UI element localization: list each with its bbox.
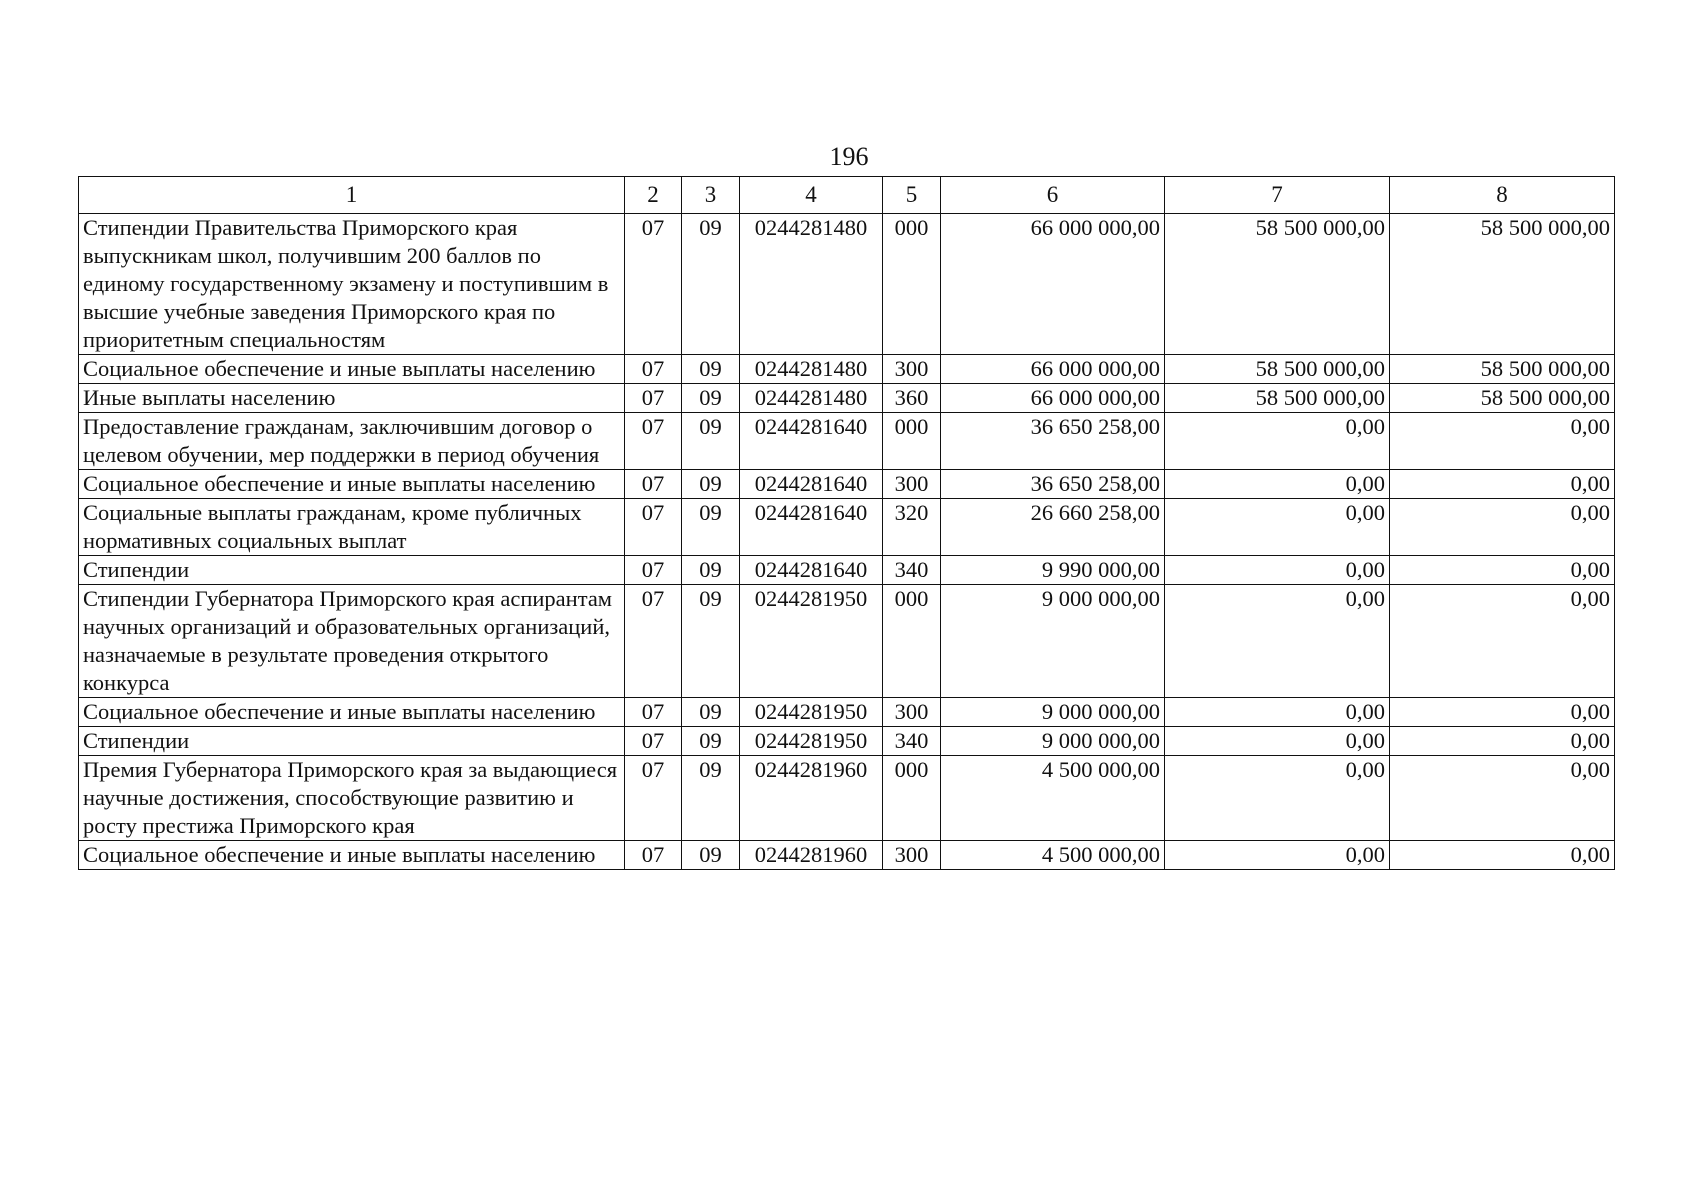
target-article-code: 0244281640	[740, 499, 883, 556]
amount-col8: 0,00	[1390, 499, 1615, 556]
column-header-1: 1	[79, 177, 625, 214]
amount-col8: 0,00	[1390, 556, 1615, 585]
amount-col8: 0,00	[1390, 727, 1615, 756]
target-article-code: 0244281480	[740, 214, 883, 355]
expense-type-code: 340	[883, 556, 941, 585]
table-row	[79, 499, 1615, 556]
target-article-code: 0244281960	[740, 841, 883, 870]
amount-col6: 66 000 000,00	[941, 384, 1165, 413]
expense-type-code: 320	[883, 499, 941, 556]
column-number-header-row	[79, 177, 1615, 214]
column-header-4: 4	[740, 177, 883, 214]
amount-col6: 4 500 000,00	[941, 756, 1165, 841]
amount-col8: 58 500 000,00	[1390, 214, 1615, 355]
column-header-6: 6	[941, 177, 1165, 214]
section-code: 07	[625, 214, 682, 355]
row-name: Социальное обеспечение и иные выплаты населению	[79, 355, 625, 384]
expense-type-code: 340	[883, 727, 941, 756]
budget-table	[78, 176, 1615, 870]
expense-type-code: 300	[883, 841, 941, 870]
amount-col8: 0,00	[1390, 698, 1615, 727]
table-row	[79, 384, 1615, 413]
column-header-2: 2	[625, 177, 682, 214]
row-name: Социальные выплаты гражданам, кроме публичных нормативных социальных выплат	[79, 499, 625, 556]
column-header-8: 8	[1390, 177, 1615, 214]
row-name: Стипендии Губернатора Приморского края аспирантам научных организаций и образовательных организаций, назначаемые в результате проведения открытого конкурса	[79, 585, 625, 698]
row-name: Социальное обеспечение и иные выплаты населению	[79, 470, 625, 499]
section-code: 07	[625, 355, 682, 384]
amount-col7: 0,00	[1165, 698, 1390, 727]
amount-col6: 66 000 000,00	[941, 214, 1165, 355]
row-name: Социальное обеспечение и иные выплаты населению	[79, 841, 625, 870]
amount-col7: 0,00	[1165, 727, 1390, 756]
section-code: 07	[625, 841, 682, 870]
amount-col6: 26 660 258,00	[941, 499, 1165, 556]
row-name: Предоставление гражданам, заключившим договор о целевом обучении, мер поддержки в период обучения	[79, 413, 625, 470]
target-article-code: 0244281480	[740, 355, 883, 384]
amount-col6: 36 650 258,00	[941, 470, 1165, 499]
table-row	[79, 841, 1615, 870]
amount-col7: 0,00	[1165, 470, 1390, 499]
row-name: Иные выплаты населению	[79, 384, 625, 413]
section-code: 07	[625, 499, 682, 556]
amount-col8: 0,00	[1390, 756, 1615, 841]
subsection-code: 09	[682, 841, 740, 870]
table-row	[79, 585, 1615, 698]
amount-col7: 58 500 000,00	[1165, 384, 1390, 413]
expense-type-code: 300	[883, 470, 941, 499]
target-article-code: 0244281640	[740, 470, 883, 499]
subsection-code: 09	[682, 756, 740, 841]
subsection-code: 09	[682, 214, 740, 355]
expense-type-code: 000	[883, 756, 941, 841]
amount-col7: 58 500 000,00	[1165, 355, 1390, 384]
amount-col8: 58 500 000,00	[1390, 384, 1615, 413]
subsection-code: 09	[682, 727, 740, 756]
expense-type-code: 000	[883, 585, 941, 698]
amount-col6: 4 500 000,00	[941, 841, 1165, 870]
amount-col7: 58 500 000,00	[1165, 214, 1390, 355]
target-article-code: 0244281950	[740, 727, 883, 756]
table-row	[79, 727, 1615, 756]
row-name: Социальное обеспечение и иные выплаты населению	[79, 698, 625, 727]
amount-col6: 9 990 000,00	[941, 556, 1165, 585]
table-row	[79, 214, 1615, 355]
expense-type-code: 000	[883, 413, 941, 470]
subsection-code: 09	[682, 698, 740, 727]
table-row	[79, 470, 1615, 499]
section-code: 07	[625, 384, 682, 413]
target-article-code: 0244281950	[740, 698, 883, 727]
column-header-3: 3	[682, 177, 740, 214]
table-row	[79, 413, 1615, 470]
amount-col6: 9 000 000,00	[941, 727, 1165, 756]
target-article-code: 0244281950	[740, 585, 883, 698]
amount-col7: 0,00	[1165, 756, 1390, 841]
subsection-code: 09	[682, 384, 740, 413]
section-code: 07	[625, 698, 682, 727]
row-name: Премия Губернатора Приморского края за выдающиеся научные достижения, способствующие развитию и росту престижа Приморского края	[79, 756, 625, 841]
page-number: 196	[829, 142, 869, 171]
target-article-code: 0244281640	[740, 413, 883, 470]
section-code: 07	[625, 727, 682, 756]
section-code: 07	[625, 756, 682, 841]
amount-col6: 66 000 000,00	[941, 355, 1165, 384]
target-article-code: 0244281640	[740, 556, 883, 585]
subsection-code: 09	[682, 470, 740, 499]
amount-col8: 0,00	[1390, 841, 1615, 870]
section-code: 07	[625, 556, 682, 585]
subsection-code: 09	[682, 499, 740, 556]
expense-type-code: 360	[883, 384, 941, 413]
expense-type-code: 000	[883, 214, 941, 355]
row-name: Стипендии	[79, 556, 625, 585]
subsection-code: 09	[682, 585, 740, 698]
subsection-code: 09	[682, 355, 740, 384]
column-header-5: 5	[883, 177, 941, 214]
row-name: Стипендии	[79, 727, 625, 756]
amount-col8: 0,00	[1390, 585, 1615, 698]
subsection-code: 09	[682, 556, 740, 585]
amount-col7: 0,00	[1165, 841, 1390, 870]
amount-col7: 0,00	[1165, 413, 1390, 470]
table-row	[79, 355, 1615, 384]
table-row	[79, 556, 1615, 585]
target-article-code: 0244281960	[740, 756, 883, 841]
amount-col8: 58 500 000,00	[1390, 355, 1615, 384]
amount-col7: 0,00	[1165, 556, 1390, 585]
amount-col7: 0,00	[1165, 499, 1390, 556]
amount-col7: 0,00	[1165, 585, 1390, 698]
amount-col8: 0,00	[1390, 413, 1615, 470]
section-code: 07	[625, 413, 682, 470]
section-code: 07	[625, 470, 682, 499]
amount-col6: 9 000 000,00	[941, 698, 1165, 727]
table-row	[79, 698, 1615, 727]
expense-type-code: 300	[883, 698, 941, 727]
subsection-code: 09	[682, 413, 740, 470]
section-code: 07	[625, 585, 682, 698]
target-article-code: 0244281480	[740, 384, 883, 413]
row-name: Стипендии Правительства Приморского края выпускникам школ, получившим 200 баллов по единому государственному экзамену и поступившим в высшие учебные заведения Приморского края по приоритетным специальностям	[79, 214, 625, 355]
amount-col6: 9 000 000,00	[941, 585, 1165, 698]
amount-col8: 0,00	[1390, 470, 1615, 499]
expense-type-code: 300	[883, 355, 941, 384]
amount-col6: 36 650 258,00	[941, 413, 1165, 470]
table-row	[79, 756, 1615, 841]
column-header-7: 7	[1165, 177, 1390, 214]
